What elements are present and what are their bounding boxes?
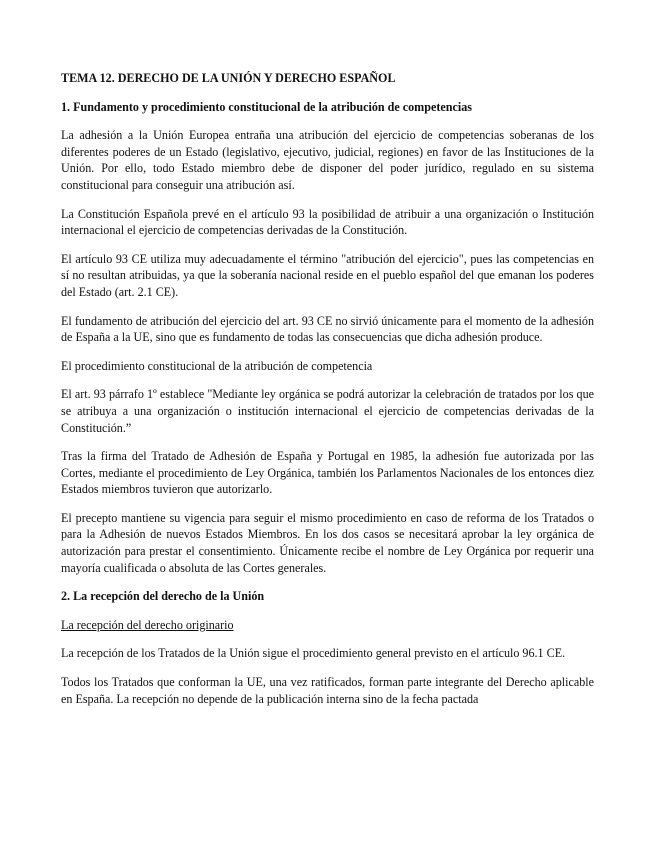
document-page — [61, 70, 594, 719]
paragraph: El art. 93 párrafo 1º establece "Mediante ley orgánica se podrá autorizar la celebración de tratados por los que se atribuya a una organización o institución internacional el ejercicio de competencias derivadas de la Constitución.” — [61, 387, 594, 435]
paragraph: El fundamento de atribución del ejercicio del art. 93 CE no sirvió únicamente para el momento de la adhesión de España a la UE, sino que es fundamento de todas las consecuencias que dicha adhesión produce. — [61, 313, 594, 345]
paragraph: La Constitución Española prevé en el artículo 93 la posibilidad de atribuir a una organización o Institución internacional el ejercicio de competencias derivadas de la Constitución. — [61, 206, 594, 238]
paragraph: La adhesión a la Unión Europea entraña una atribución del ejercicio de competencias soberanas de los diferentes poderes de un Estado (legislativo, ejecutivo, judicial, regiones) en favor de las Instituciones de la Unión. Por ello, todo Estado miembro debe de disponer del poder jurídico, regulado en su sistema constitucional para conseguir una atribución así. — [61, 128, 594, 192]
paragraph: Tras la firma del Tratado de Adhesión de España y Portugal en 1985, la adhesión fue autorizada por las Cortes, mediante el procedimiento de Ley Orgánica, también los Parlamentos Nacionales de los entonces diez Estados miembros tuvieron que autorizarlo. — [61, 449, 594, 497]
section-heading: 2. La recepción del derecho de la Unión — [61, 589, 265, 604]
section-heading: 1. Fundamento y procedimiento constitucional de la atribución de competencias — [61, 99, 472, 114]
paragraph: El procedimiento constitucional de la atribución de competencia — [61, 358, 373, 373]
paragraph: El precepto mantiene su vigencia para seguir el mismo procedimiento en caso de reforma de los Tratados o para la Adhesión de nuevos Estados Miembros. En los dos casos se necesitará aprobar la ley orgánica de autorización para prestar el consentimiento. Únicamente recibe el nombre de Ley Orgánica por requerir una mayoría cualificada o absoluta de las Cortes generales. — [61, 510, 594, 575]
document-title: TEMA 12. DERECHO DE LA UNIÓN Y DERECHO ESPAÑOL — [61, 71, 396, 85]
paragraph: Todos los Tratados que conforman la UE, una vez ratificados, forman parte integrante del Derecho aplicable en España. La recepción no depende de la publicación interna sino de la fecha pactada — [61, 675, 594, 706]
paragraph: El artículo 93 CE utiliza muy adecuadamente el término "atribución del ejercicio", pues las competencias en sí no resultan atribuidas, ya que la soberanía nacional reside en el pueblo español del que emanan los poderes del Estado (art. 2.1 CE). — [61, 251, 594, 299]
subheading: La recepción del derecho originario — [61, 617, 234, 632]
paragraph: La recepción de los Tratados de la Unión sigue el procedimiento general previsto en el artículo 96.1 CE. — [61, 646, 566, 661]
